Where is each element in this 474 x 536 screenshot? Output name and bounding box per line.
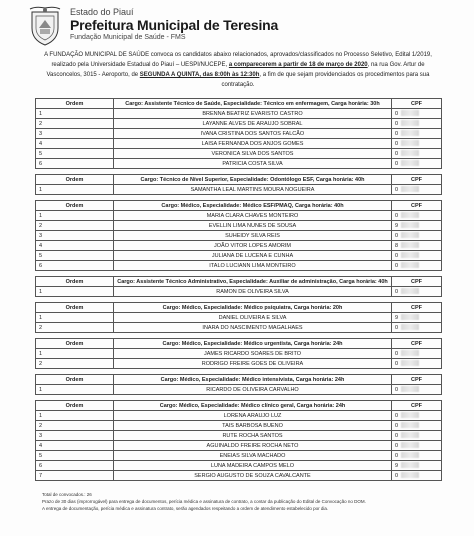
cpf-cell [392,231,442,241]
candidate-name-cell: JULIANA DE LUCENA E CUNHA [114,251,392,261]
cpf-redaction [401,472,419,478]
ordem-header: Ordem [36,175,114,185]
ordem-cell: 4 [36,241,114,251]
table-header-row [36,375,442,385]
table-row [36,441,442,451]
cpf-cell [392,149,442,159]
table-row [36,451,442,461]
cpf-redaction [401,442,419,448]
table-row [36,411,442,421]
table-row [36,461,442,471]
organization-name: Prefeitura Municipal de Teresina [70,17,279,33]
table-row [36,129,442,139]
position-table [35,400,442,481]
cpf-visible-digit: 9 [395,314,399,321]
candidate-name-cell: MARIA CLARA CHAVES MONTEIRO [114,211,392,221]
cpf-visible-digit: 0 [395,288,399,295]
ordem-cell: 2 [36,359,114,369]
ordem-header: Ordem [36,339,114,349]
cpf-redaction [401,350,419,356]
ordem-cell: 1 [36,313,114,323]
cpf-cell [392,241,442,251]
candidate-name-cell: TAIS BARBOSA BUENO [114,421,392,431]
table-header-row [36,175,442,185]
municipal-crest-icon [28,6,62,46]
state-name: Estado do Piauí [70,7,134,17]
cpf-cell [392,431,442,441]
candidate-name-cell: LUNA MADEIRA CAMPOS MELO [114,461,392,471]
table-row [36,471,442,481]
table-row [36,211,442,221]
candidate-name-cell: IVANA CRISTINA DOS SANTOS FALCÃO [114,129,392,139]
cpf-cell [392,313,442,323]
cpf-redaction [401,140,419,146]
table-row [36,221,442,231]
cpf-cell [392,359,442,369]
intro-text-1: A FUNDAÇÃO MUNICIPAL DE SAÚDE convoca os candidatos abaixo relacionados, aprovados/classificados no Processo Seletivo, Edital 1/2019, realizado pela Universidade Estadual do Piauí – UESPI/NUCEPE, [44,52,432,68]
cpf-visible-digit: 0 [395,232,399,239]
cpf-cell [392,451,442,461]
cpf-cell [392,261,442,271]
position-table [35,174,442,195]
table-row [36,261,442,271]
cpf-cell [392,139,442,149]
candidate-name-cell: LAISA FERNANDA DOS ANJOS GOMES [114,139,392,149]
ordem-cell: 2 [36,119,114,129]
cpf-visible-digit: 9 [395,222,399,229]
position-table [35,338,442,369]
cpf-cell [392,221,442,231]
ordem-header: Ordem [36,99,114,109]
intro-text-2: , na rua Gov. Artur de Vasconcelos, 3015 - Aeroporto, de [46,62,425,78]
cpf-header: CPF [392,99,442,109]
ordem-header: Ordem [36,401,114,411]
candidate-name-cell: SAMANTHA LEAL MARTINS MOURA NOGUEIRA [114,185,392,195]
position-title: Cargo: Médico, Especialidade: Médico clínico geral, Carga horária: 24h [114,401,392,411]
table-header-row [36,201,442,211]
ordem-header: Ordem [36,277,114,287]
table-row [36,359,442,369]
candidate-name-cell: DANIEL OLIVEIRA E SILVA [114,313,392,323]
cpf-redaction [401,110,419,116]
cpf-visible-digit: 0 [395,472,399,479]
cpf-redaction [401,314,419,320]
table-header-row [36,339,442,349]
table-row [36,251,442,261]
cpf-redaction [401,262,419,268]
intro-text-3: , a fim de que sejam providenciados os procedimentos para sua contratação. [221,72,430,88]
candidate-name-cell: PATRICIA COSTA SILVA [114,159,392,169]
ordem-cell: 1 [36,385,114,395]
table-row [36,431,442,441]
candidate-name-cell: RICARDO DE OLIVEIRA CARVALHO [114,385,392,395]
cpf-header: CPF [392,201,442,211]
cpf-visible-digit: 0 [395,386,399,393]
cpf-visible-digit: 0 [395,360,399,367]
table-row [36,231,442,241]
ordem-cell: 2 [36,221,114,231]
table-row [36,109,442,119]
position-title: Cargo: Médico, Especialidade: Médico psiquiatra, Carga horária: 20h [114,303,392,313]
ordem-header: Ordem [36,201,114,211]
table-header-row [36,303,442,313]
ordem-cell: 4 [36,441,114,451]
cpf-visible-digit: 0 [395,432,399,439]
position-title: Cargo: Médico, Especialidade: Médico intensivista, Carga horária: 24h [114,375,392,385]
cpf-cell [392,129,442,139]
ordem-cell: 1 [36,185,114,195]
ordem-cell: 5 [36,149,114,159]
cpf-redaction [401,252,419,258]
candidate-name-cell: JAMES RICARDO SOARES DE BRITO [114,349,392,359]
ordem-cell: 2 [36,323,114,333]
cpf-redaction [401,288,419,294]
cpf-visible-digit: 0 [395,442,399,449]
ordem-cell: 1 [36,349,114,359]
cpf-cell [392,211,442,221]
cpf-redaction [401,386,419,392]
cpf-redaction [401,160,419,166]
cpf-redaction [401,242,419,248]
table-row [36,349,442,359]
cpf-cell [392,421,442,431]
candidate-name-cell: LAYANNE ALVES DE ARAUJO SOBRAL [114,119,392,129]
cpf-cell [392,185,442,195]
candidate-name-cell: RUTE ROCHA SANTOS [114,431,392,441]
candidate-name-cell: AGUINALDO FREIRE ROCHA NETO [114,441,392,451]
position-table [35,302,442,333]
ordem-cell: 6 [36,159,114,169]
ordem-header: Ordem [36,375,114,385]
ordem-cell: 3 [36,431,114,441]
candidate-name-cell: SUHEIDY SILVA REIS [114,231,392,241]
cpf-visible-digit: 0 [395,412,399,419]
ordem-cell: 3 [36,231,114,241]
cpf-visible-digit: 0 [395,110,399,117]
cpf-cell [392,441,442,451]
cpf-visible-digit: 0 [395,140,399,147]
candidate-name-cell: JOÃO VITOR LOPES AMORIM [114,241,392,251]
table-row [36,139,442,149]
ordem-cell: 6 [36,261,114,271]
intro-schedule: SEGUNDA A QUINTA, das 8:00h às 12:30h [139,72,260,78]
position-table [35,374,442,395]
cpf-cell [392,323,442,333]
cpf-cell [392,349,442,359]
position-title: Cargo: Médico, Especialidade: Médico urgentista, Carga horária: 24h [114,339,392,349]
position-title: Cargo: Técnico de Nível Superior, Especialidade: Odontólogo ESF, Carga horária: 40h [114,175,392,185]
cpf-redaction [401,232,419,238]
cpf-cell [392,159,442,169]
table-row [36,149,442,159]
cpf-header: CPF [392,401,442,411]
ordem-cell: 1 [36,287,114,297]
table-row [36,185,442,195]
cpf-visible-digit: 0 [395,130,399,137]
position-table [35,200,442,271]
cpf-redaction [401,222,419,228]
cpf-cell [392,287,442,297]
position-title: Cargo: Assistente Técnico Administrativo, Especialidade: Auxiliar de administração, Carga horária: 40h [114,277,392,287]
cpf-visible-digit: 0 [395,262,399,269]
cpf-visible-digit: 9 [395,462,399,469]
cpf-redaction [401,212,419,218]
table-header-row [36,401,442,411]
cpf-cell [392,461,442,471]
cpf-header: CPF [392,303,442,313]
table-row [36,385,442,395]
ordem-cell: 1 [36,211,114,221]
department-name: Fundação Municipal de Saúde - FMS [70,34,186,41]
table-header-row [36,277,442,287]
table-header-row [36,99,442,109]
cpf-visible-digit: 0 [395,324,399,331]
cpf-visible-digit: 0 [395,452,399,459]
intro-date: a comparecerem a partir de 18 de março de 2020 [228,62,368,68]
cpf-redaction [401,360,419,366]
deadline-note: Prazo de 30 dias (improrrogável) para entrega de documentos, perícia médica e assinatura de contrato, a contar da publicação do Edital de Convocação no DOM. [42,499,366,504]
candidate-name-cell: BRENNA BEATRIZ EVARISTO CASTRO [114,109,392,119]
candidate-name-cell: EVELLIN LIMA NUNES DE SOUSA [114,221,392,231]
ordem-cell: 6 [36,461,114,471]
schedule-note: A entrega de documentação, perícia médica e assinatura contrato, serão agendados respeitando a ordem de atendimento estabelecido por dia. [42,506,329,511]
cpf-cell [392,119,442,129]
cpf-visible-digit: 8 [395,242,399,249]
convocation-tables [35,98,441,481]
cpf-cell [392,471,442,481]
ordem-header: Ordem [36,303,114,313]
ordem-cell: 7 [36,471,114,481]
table-row [36,241,442,251]
cpf-redaction [401,412,419,418]
table-row [36,159,442,169]
cpf-visible-digit: 0 [395,186,399,193]
table-row [36,287,442,297]
position-title: Cargo: Médico, Especialidade: Médico ESF/PMAQ, Carga horária: 40h [114,201,392,211]
candidate-name-cell: RAMON DE OLIVEIRA SILVA [114,287,392,297]
letterhead [28,6,448,46]
cpf-cell [392,385,442,395]
document-footer [42,491,442,512]
candidate-name-cell: LORENA ARAUJO LUZ [114,411,392,421]
table-row [36,119,442,129]
position-table [35,276,442,297]
cpf-redaction [401,120,419,126]
table-row [36,313,442,323]
ordem-cell: 2 [36,421,114,431]
table-row [36,421,442,431]
cpf-cell [392,251,442,261]
cpf-redaction [401,462,419,468]
ordem-cell: 3 [36,129,114,139]
cpf-cell [392,109,442,119]
table-row [36,323,442,333]
cpf-redaction [401,130,419,136]
cpf-header: CPF [392,339,442,349]
cpf-header: CPF [392,375,442,385]
cpf-header: CPF [392,175,442,185]
cpf-header: CPF [392,277,442,287]
cpf-redaction [401,186,419,192]
cpf-visible-digit: 0 [395,212,399,219]
cpf-redaction [401,432,419,438]
position-title: Cargo: Assistente Técnico de Saúde, Especialidade: Técnico em enfermagem, Carga horária: 30h [114,99,392,109]
cpf-visible-digit: 0 [395,422,399,429]
ordem-cell: 4 [36,139,114,149]
ordem-cell: 5 [36,451,114,461]
candidate-name-cell: SERGIO AUGUSTO DE SOUZA CAVALCANTE [114,471,392,481]
cpf-visible-digit: 0 [395,120,399,127]
cpf-visible-digit: 0 [395,252,399,259]
cpf-cell [392,411,442,421]
cpf-redaction [401,324,419,330]
ordem-cell: 1 [36,411,114,421]
candidate-name-cell: ITALO LUCIANN LIMA MONTEIRO [114,261,392,271]
candidate-name-cell: ENEIAS SILVA MACHADO [114,451,392,461]
ordem-cell: 5 [36,251,114,261]
candidate-name-cell: RODRIGO FREIRE GOES DE OLIVEIRA [114,359,392,369]
cpf-visible-digit: 0 [395,150,399,157]
candidate-name-cell: VERONICA SILVA DOS SANTOS [114,149,392,159]
total-convocados: Total de convocados.: 26 [42,492,92,497]
cpf-redaction [401,422,419,428]
cpf-visible-digit: 0 [395,350,399,357]
cpf-visible-digit: 0 [395,160,399,167]
cpf-redaction [401,150,419,156]
intro-paragraph [38,50,438,90]
position-table [35,98,442,169]
candidate-name-cell: INARA DO NASCIMENTO MAGALHAES [114,323,392,333]
ordem-cell: 1 [36,109,114,119]
cpf-redaction [401,452,419,458]
